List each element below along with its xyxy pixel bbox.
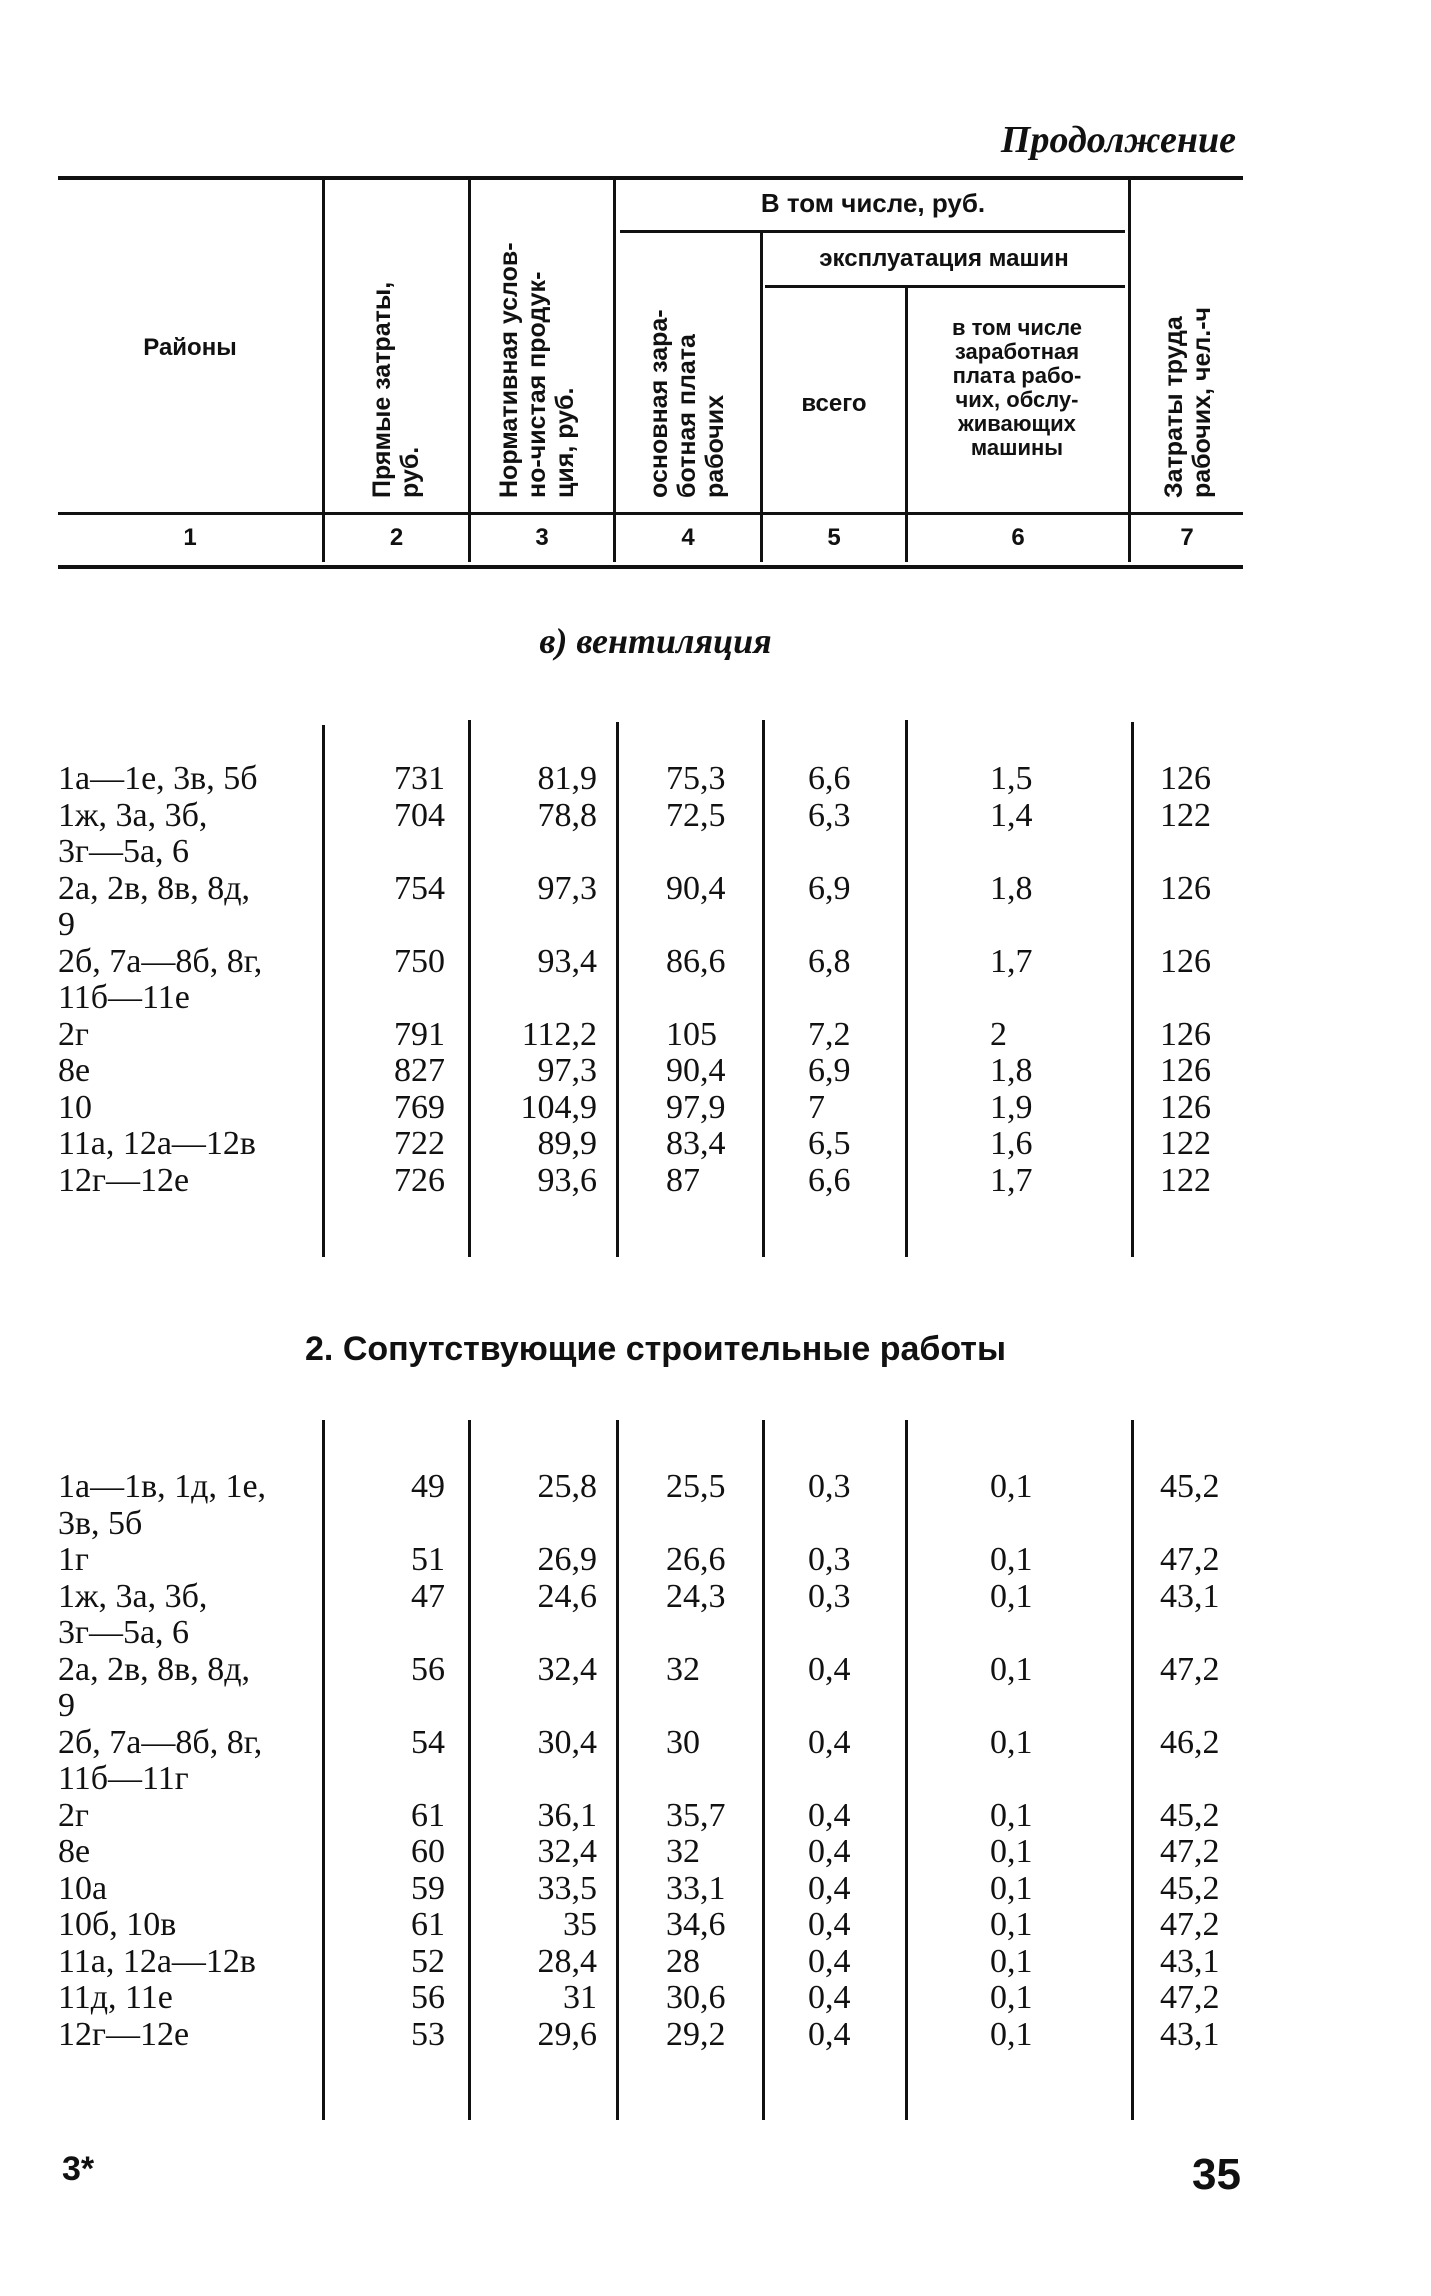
value-cell-c4: 32 — [666, 1833, 700, 1870]
header-top-rule — [58, 176, 1243, 180]
value-cell-c2: 754 — [394, 869, 445, 907]
value-cell-c2: 54 — [411, 1723, 445, 1761]
value-cell-c7: 43,1 — [1160, 2015, 1220, 2053]
value-cell-c6: 0,1 — [990, 1906, 1033, 1943]
value-cell-c7: 45,2 — [1160, 1869, 1220, 1907]
value-cell-c2: 61 — [411, 1906, 445, 1943]
region-cell: 9 — [58, 906, 75, 943]
value-cell-c7: 47,2 — [1160, 1979, 1220, 2016]
region-cell: 1а—1в, 1д, 1е, — [58, 1468, 267, 1505]
value-cell-c2: 750 — [394, 942, 445, 980]
header-col1: Районы — [143, 334, 237, 361]
value-cell-c5: 7 — [808, 1088, 825, 1126]
value-cell-c3: 30,4 — [537, 1723, 597, 1761]
value-cell-c4: 30 — [666, 1723, 700, 1761]
value-cell-c5: 6,9 — [808, 869, 851, 907]
value-cell-c3: 81,9 — [537, 760, 597, 797]
value-cell-c4: 90,4 — [666, 1052, 726, 1089]
region-cell: 8е — [58, 1833, 91, 1870]
value-cell-c5: 6,5 — [808, 1125, 851, 1162]
value-cell-c5: 0,4 — [808, 1906, 851, 1943]
value-cell-c4: 34,6 — [666, 1906, 726, 1943]
value-cell-c4: 28 — [666, 1942, 700, 1980]
value-cell-c3: 78,8 — [537, 796, 597, 834]
region-cell: 3г—5а, 6 — [58, 833, 190, 870]
signature-mark: 3* — [62, 2150, 95, 2188]
value-cell-c5: 0,4 — [808, 1869, 851, 1907]
value-cell-c4: 35,7 — [666, 1796, 726, 1834]
value-cell-c2: 51 — [411, 1541, 445, 1578]
value-cell-c5: 0,3 — [808, 1468, 851, 1505]
value-cell-c7: 126 — [1160, 942, 1211, 980]
header-group: В том числе, руб. — [760, 188, 986, 218]
value-cell-c6: 1,6 — [990, 1125, 1033, 1162]
value-cell-c3: 93,6 — [537, 1161, 597, 1199]
value-cell-c7: 122 — [1160, 796, 1211, 834]
value-cell-c4: 75,3 — [666, 760, 726, 797]
value-cell-c6: 0,1 — [990, 2015, 1033, 2053]
s2-vline-3 — [616, 1420, 619, 2120]
value-cell-c6: 1,4 — [990, 796, 1033, 834]
value-cell-c5: 7,2 — [808, 1015, 851, 1053]
colnum-6: 6 — [1011, 524, 1025, 551]
value-cell-c6: 1,7 — [990, 942, 1033, 980]
header-vline-1 — [322, 180, 325, 562]
value-cell-c2: 791 — [394, 1015, 445, 1053]
region-cell: 12г—12е — [58, 2015, 190, 2053]
value-cell-c3: 33,5 — [537, 1869, 597, 1907]
value-cell-c3: 104,9 — [520, 1088, 597, 1126]
region-cell: 11а, 12а—12в — [58, 1125, 256, 1162]
value-cell-c4: 72,5 — [666, 796, 726, 834]
header-bottom-rule — [58, 512, 1243, 515]
value-cell-c6: 0,1 — [990, 1723, 1033, 1761]
value-cell-c4: 29,2 — [666, 2015, 726, 2053]
value-cell-c3: 89,9 — [537, 1125, 597, 1162]
value-cell-c7: 47,2 — [1160, 1650, 1220, 1688]
value-cell-c3: 97,3 — [537, 869, 597, 907]
value-cell-c2: 731 — [394, 760, 445, 797]
value-cell-c4: 24,3 — [666, 1577, 726, 1615]
value-cell-c4: 83,4 — [666, 1125, 726, 1162]
value-cell-c3: 97,3 — [537, 1052, 597, 1089]
value-cell-c2: 56 — [411, 1979, 445, 2016]
value-cell-c5: 0,4 — [808, 1979, 851, 2016]
value-cell-c6: 1,9 — [990, 1088, 1033, 1126]
value-cell-c5: 0,4 — [808, 1833, 851, 1870]
colnum-2: 2 — [389, 524, 404, 551]
value-cell-c7: 122 — [1160, 1161, 1211, 1199]
s1-vline-6 — [1131, 722, 1134, 1257]
value-cell-c3: 29,6 — [537, 2015, 597, 2053]
value-cell-c5: 6,6 — [808, 1161, 851, 1199]
region-cell: 1г — [58, 1541, 89, 1578]
value-cell-c3: 32,4 — [537, 1833, 597, 1870]
value-cell-c6: 1,5 — [990, 760, 1033, 797]
section-title-ventilation: в) вентиляция — [539, 621, 772, 661]
header-vline-2 — [468, 180, 471, 562]
header-col3: Нормативная услов- но-чистая продук- ция, руб. — [495, 242, 579, 498]
value-cell-c3: 36,1 — [537, 1796, 597, 1834]
value-cell-c3: 25,8 — [537, 1468, 597, 1505]
s2-vline-6 — [1131, 1420, 1134, 2120]
region-cell: 1ж, 3а, 3б, — [58, 796, 208, 834]
value-cell-c7: 43,1 — [1160, 1577, 1220, 1615]
value-cell-c2: 53 — [411, 2015, 445, 2053]
value-cell-c3: 31 — [563, 1979, 597, 2016]
value-cell-c6: 0,1 — [990, 1468, 1033, 1505]
page-number: 35 — [1192, 2150, 1241, 2199]
value-cell-c2: 704 — [394, 796, 445, 834]
value-cell-c6: 0,1 — [990, 1650, 1033, 1688]
value-cell-c4: 86,6 — [666, 942, 726, 980]
value-cell-c6: 0,1 — [990, 1541, 1033, 1578]
value-cell-c6: 0,1 — [990, 1942, 1033, 1980]
value-cell-c4: 97,9 — [666, 1088, 726, 1126]
value-cell-c4: 25,5 — [666, 1468, 726, 1505]
value-cell-c2: 59 — [411, 1869, 445, 1907]
section-title-construction: 2. Сопутствующие строительные работы — [305, 1330, 1006, 1368]
value-cell-c4: 105 — [666, 1015, 717, 1053]
region-cell: 1а—1е, 3в, 5б — [58, 760, 258, 797]
value-cell-c2: 49 — [411, 1468, 445, 1505]
value-cell-c7: 46,2 — [1160, 1723, 1220, 1761]
region-cell: 11б—11г — [58, 1760, 189, 1797]
value-cell-c2: 61 — [411, 1796, 445, 1834]
numbers-bottom-rule — [58, 565, 1243, 569]
value-cell-c6: 0,1 — [990, 1833, 1033, 1870]
region-cell: 2б, 7а—8б, 8г, — [58, 942, 263, 980]
value-cell-c4: 33,1 — [666, 1869, 726, 1907]
value-cell-c7: 47,2 — [1160, 1906, 1220, 1943]
value-cell-c5: 0,4 — [808, 2015, 851, 2053]
value-cell-c6: 0,1 — [990, 1979, 1033, 2016]
value-cell-c2: 726 — [394, 1161, 445, 1199]
region-cell: 3в, 5б — [58, 1504, 143, 1542]
region-cell: 11д, 11е — [58, 1979, 173, 2016]
value-cell-c6: 0,1 — [990, 1577, 1033, 1615]
value-cell-c4: 26,6 — [666, 1541, 726, 1578]
value-cell-c6: 0,1 — [990, 1869, 1033, 1907]
value-cell-c2: 769 — [394, 1088, 445, 1126]
value-cell-c7: 47,2 — [1160, 1541, 1220, 1578]
region-cell: 10а — [58, 1869, 108, 1907]
value-cell-c5: 6,3 — [808, 796, 851, 834]
region-cell: 2а, 2в, 8в, 8д, — [58, 869, 250, 907]
value-cell-c4: 30,6 — [666, 1979, 726, 2016]
region-cell: 12г—12е — [58, 1161, 190, 1199]
value-cell-c7: 126 — [1160, 1052, 1211, 1089]
value-cell-c5: 0,3 — [808, 1541, 851, 1578]
region-cell: 2а, 2в, 8в, 8д, — [58, 1650, 250, 1688]
group-rule — [620, 230, 1125, 233]
header-col4: основная зара- ботная плата рабочих — [645, 309, 729, 498]
value-cell-c3: 112,2 — [521, 1015, 597, 1053]
s1-vline-3 — [616, 722, 619, 1257]
header-subgroup: эксплуатация машин — [819, 245, 1069, 272]
value-cell-c2: 47 — [411, 1577, 445, 1615]
value-cell-c6: 1,8 — [990, 869, 1033, 907]
value-cell-c3: 26,9 — [537, 1541, 597, 1578]
colnum-7: 7 — [1180, 524, 1194, 551]
value-cell-c3: 24,6 — [537, 1577, 597, 1615]
value-cell-c6: 1,7 — [990, 1161, 1033, 1199]
colnum-4: 4 — [681, 524, 695, 551]
header-col2: Прямые затраты, руб. — [368, 281, 424, 498]
header-col5: всего — [801, 390, 867, 417]
colnum-3: 3 — [535, 524, 549, 551]
value-cell-c5: 6,9 — [808, 1052, 851, 1089]
region-cell: 2г — [58, 1015, 89, 1053]
value-cell-c7: 45,2 — [1160, 1468, 1220, 1505]
region-cell: 10 — [58, 1088, 92, 1126]
region-cell: 2б, 7а—8б, 8г, — [58, 1723, 263, 1761]
value-cell-c7: 47,2 — [1160, 1833, 1220, 1870]
value-cell-c7: 43,1 — [1160, 1942, 1220, 1980]
value-cell-c3: 28,4 — [537, 1942, 597, 1980]
continuation-label: Продолжение — [1000, 119, 1236, 161]
value-cell-c5: 0,4 — [808, 1650, 851, 1688]
value-cell-c6: 0,1 — [990, 1796, 1033, 1834]
value-cell-c5: 6,8 — [808, 942, 851, 980]
value-cell-c7: 122 — [1160, 1125, 1211, 1162]
region-cell: 3г—5а, 6 — [58, 1614, 190, 1651]
value-cell-c2: 52 — [411, 1942, 445, 1980]
header-col7: Затраты труда рабочих, чел.-ч — [1160, 306, 1216, 498]
value-cell-c2: 722 — [394, 1125, 445, 1162]
header-col6: в том числе заработная плата рабо- чих, обслу- живающих машины — [951, 315, 1083, 460]
value-cell-c4: 87 — [666, 1161, 700, 1199]
header-vline-3 — [613, 180, 616, 562]
value-cell-c5: 0,3 — [808, 1577, 851, 1615]
region-cell: 11б—11е — [58, 979, 190, 1016]
region-cell: 1ж, 3а, 3б, — [58, 1577, 208, 1615]
region-cell: 8е — [58, 1052, 91, 1089]
value-cell-c5: 0,4 — [808, 1796, 851, 1834]
value-cell-c2: 60 — [411, 1833, 445, 1870]
value-cell-c4: 32 — [666, 1650, 700, 1688]
subgroup-rule — [765, 285, 1125, 288]
value-cell-c7: 126 — [1160, 1015, 1211, 1053]
value-cell-c5: 6,6 — [808, 760, 851, 797]
region-cell: 9 — [58, 1687, 75, 1724]
value-cell-c7: 126 — [1160, 760, 1211, 797]
region-cell: 10б, 10в — [58, 1906, 177, 1943]
value-cell-c5: 0,4 — [808, 1723, 851, 1761]
value-cell-c6: 2 — [990, 1015, 1007, 1053]
value-cell-c2: 827 — [394, 1052, 445, 1089]
value-cell-c7: 126 — [1160, 1088, 1211, 1126]
value-cell-c7: 45,2 — [1160, 1796, 1220, 1834]
value-cell-c2: 56 — [411, 1650, 445, 1688]
colnum-5: 5 — [827, 524, 841, 551]
region-cell: 2г — [58, 1796, 89, 1834]
colnum-1: 1 — [183, 524, 197, 551]
value-cell-c4: 90,4 — [666, 869, 726, 907]
value-cell-c5: 0,4 — [808, 1942, 851, 1980]
value-cell-c7: 126 — [1160, 869, 1211, 907]
header-vline-6 — [1128, 180, 1131, 562]
value-cell-c3: 35 — [563, 1906, 597, 1943]
value-cell-c3: 32,4 — [537, 1650, 597, 1688]
region-cell: 11а, 12а—12в — [58, 1942, 256, 1980]
value-cell-c6: 1,8 — [990, 1052, 1033, 1089]
value-cell-c3: 93,4 — [537, 942, 597, 980]
